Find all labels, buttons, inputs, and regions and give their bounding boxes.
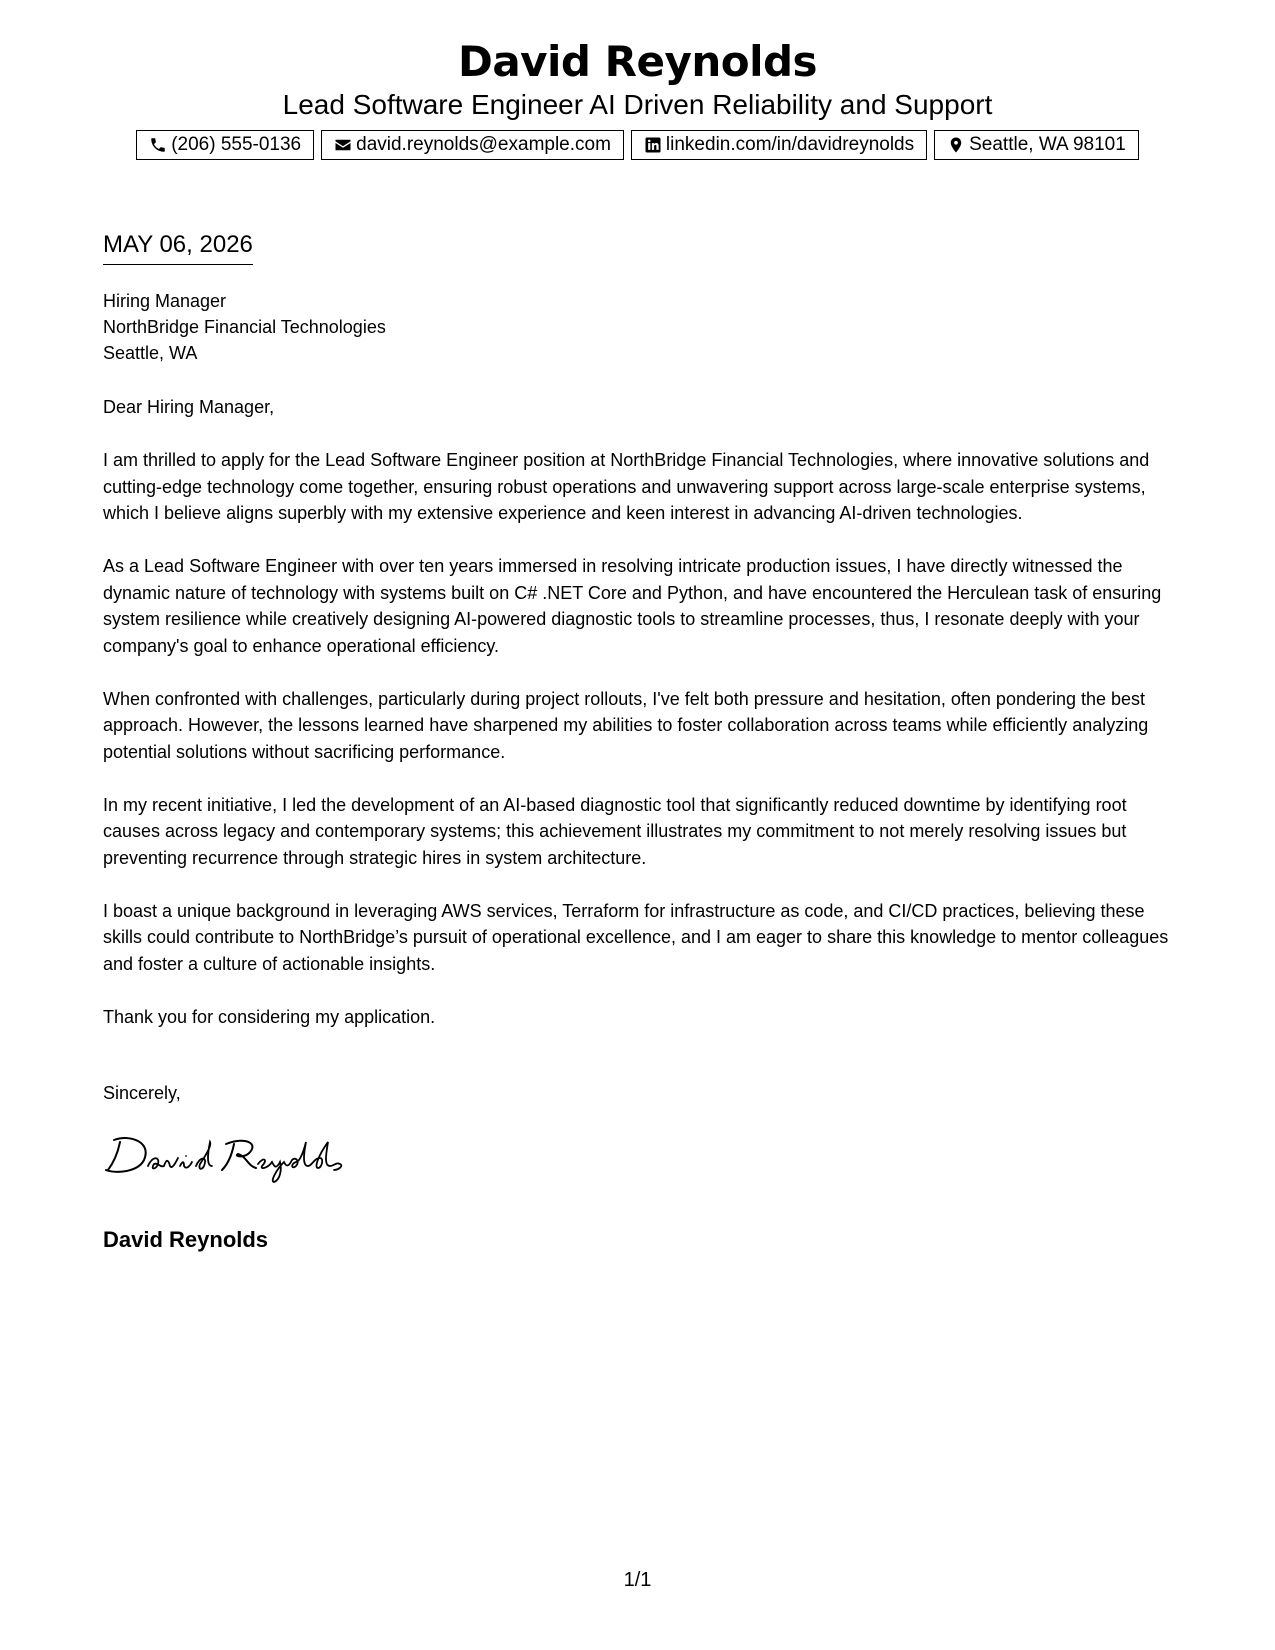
closing: Sincerely, (103, 1083, 181, 1103)
email-text: david.reynolds@example.com (356, 134, 611, 155)
handwritten-signature (100, 1126, 350, 1186)
recipient-title: Hiring Manager (103, 291, 227, 311)
contact-email (321, 130, 624, 160)
applicant-name: David Reynolds (457, 37, 818, 86)
envelope-icon (334, 136, 352, 154)
contact-bar (0, 130, 1275, 160)
letter-body (103, 394, 1173, 1057)
phone-icon (149, 136, 167, 154)
recipient-location: Seattle, WA (103, 343, 198, 363)
phone-text: (206) 555-0136 (171, 134, 302, 155)
linkedin-icon (644, 136, 662, 154)
contact-phone (136, 130, 314, 160)
location-text: Seattle, WA 98101 (969, 134, 1126, 155)
applicant-title: Lead Software Engineer AI Driven Reliability and Support (282, 89, 993, 120)
body-paragraph: When confronted with challenges, particularly during project rollouts, I've felt both pressure and hesitation, often pondering the best approach. However, the lessons learned have sharpened my abilities to foster collaboration across teams while efficiently analyzing potential solutions without sacrificing performance. (103, 688, 1149, 762)
contact-linkedin (631, 130, 927, 160)
signed-name: David Reynolds (103, 1227, 269, 1252)
map-marker-icon (947, 136, 965, 154)
recipient-block (103, 288, 386, 366)
linkedin-text: linkedin.com/in/davidreynolds (665, 134, 915, 155)
recipient-company: NorthBridge Financial Technologies (103, 317, 386, 337)
letter-header (0, 36, 1275, 160)
contact-location (934, 130, 1139, 160)
page-number: 1/1 (623, 1569, 652, 1591)
letter-date: MAY 06, 2026 (103, 230, 253, 265)
salutation: Dear Hiring Manager, (103, 397, 275, 417)
body-paragraph: As a Lead Software Engineer with over ten years immersed in resolving intricate production issues, I have directly witnessed the dynamic nature of technology with systems built on C# .NET Core and Python, and have encountered the Herculean task of ensuring system resilience while creatively designing AI-powered diagnostic tools to streamline processes, thus, I resonate deeply with your company's goal to enhance operational efficiency. (103, 556, 1162, 656)
body-paragraph: Thank you for considering my application. (103, 1006, 436, 1027)
body-paragraph: I boast a unique background in leveraging AWS services, Terraform for infrastructure as code, and CI/CD practices, believing these skills could contribute to NorthBridge’s pursuit of operational excellence, and I am eager to share this knowledge to mentor colleagues and foster a culture of actionable insights. (103, 900, 1169, 974)
body-paragraph: I am thrilled to apply for the Lead Software Engineer position at NorthBridge Financial Technologies, where innovative solutions and cutting-edge technology come together, ensuring robust operations and unwavering support across large-scale enterprise systems, which I believe aligns superbly with my extensive experience and keen interest in advancing AI-driven technologies. (103, 450, 1150, 523)
body-paragraph: In my recent initiative, I led the development of an AI-based diagnostic tool that significantly reduced downtime by identifying root causes across legacy and contemporary systems; this achievement illustrates my commitment to not merely resolving issues but preventing recurrence through strategic hires in system architecture. (103, 794, 1127, 868)
